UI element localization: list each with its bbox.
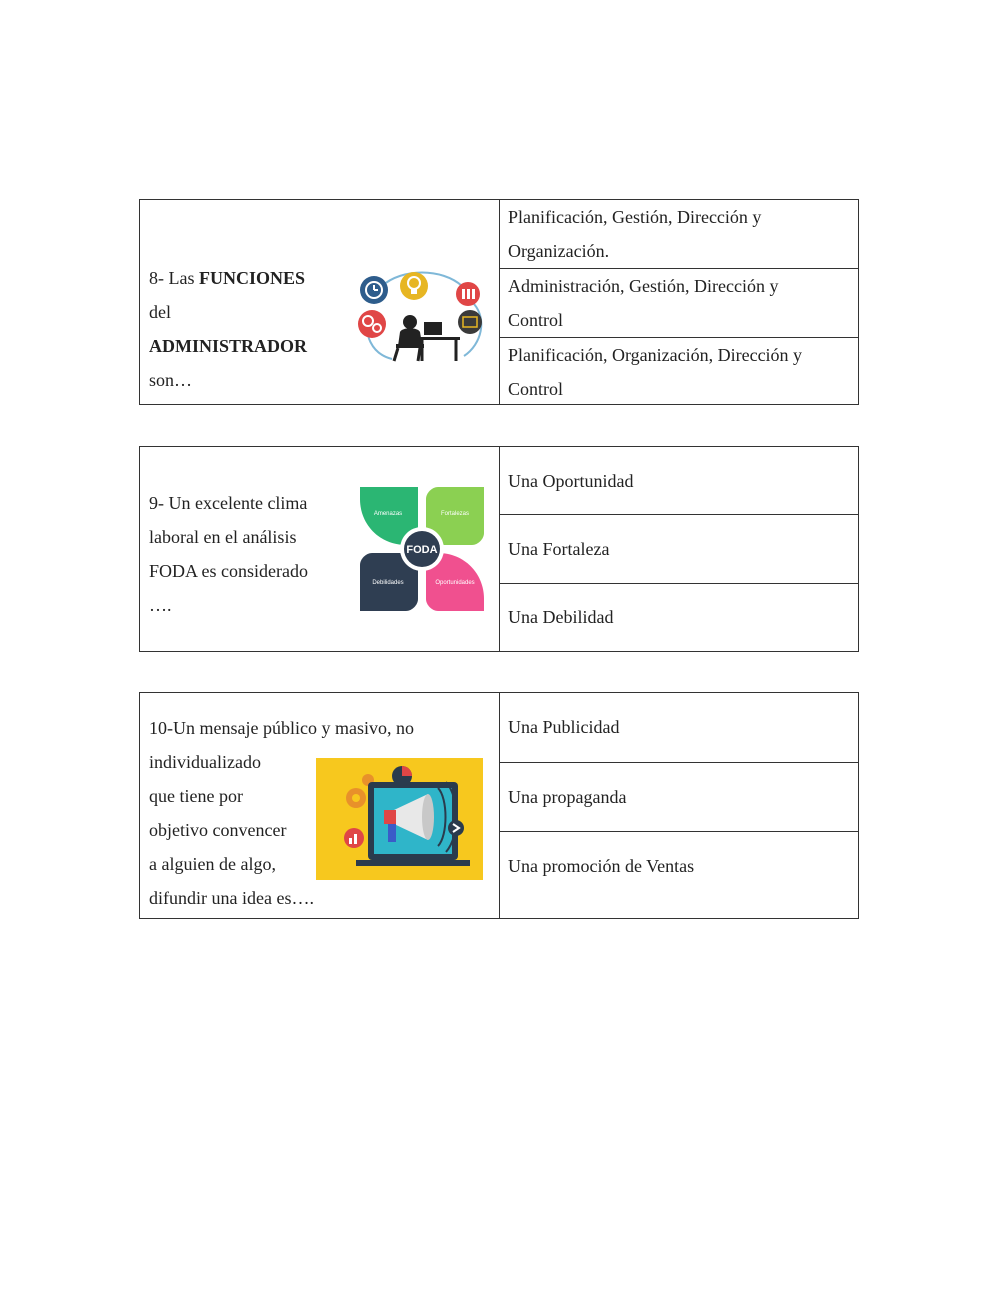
- question-8-options: [500, 200, 858, 404]
- question-10-line: que tiene por: [149, 786, 243, 806]
- option-text-line: Control: [508, 379, 564, 399]
- pie-chart-icon: [392, 766, 412, 786]
- cursor-icon: [448, 820, 464, 836]
- question-8-line-4: son…: [149, 370, 193, 390]
- question-9-option-1[interactable]: [500, 447, 858, 515]
- administrator-functions-illustration: [352, 264, 492, 364]
- bar-chart-icon: [344, 828, 364, 848]
- option-text-line: Planificación, Organización, Dirección y: [508, 345, 803, 365]
- question-9-prompt: [140, 447, 500, 651]
- foda-label-amenazas: Amenazas: [373, 511, 403, 517]
- question-9-line: FODA es considerado: [149, 561, 308, 581]
- question-8-prompt: [140, 200, 500, 404]
- foda-label-fortalezas: Fortalezas: [440, 511, 470, 517]
- question-9-line: 9- Un excelente clima: [149, 493, 308, 513]
- option-text-line: Planificación, Gestión, Dirección y: [508, 207, 762, 227]
- foda-label-debilidades: Debilidades: [372, 580, 404, 586]
- question-9-text: [149, 486, 308, 622]
- question-8-bold-term: FUNCIONES: [198, 268, 305, 288]
- question-9-option-3[interactable]: [500, 584, 858, 651]
- question-10-table: [139, 692, 859, 919]
- question-10-option-1[interactable]: [500, 693, 858, 763]
- foda-label-oportunidades: Oportunidades: [435, 580, 475, 586]
- question-9-option-2[interactable]: [500, 515, 858, 583]
- question-8-text: [149, 261, 307, 397]
- question-8-option-1[interactable]: [500, 200, 858, 269]
- question-10-line: difundir una idea es….: [149, 888, 314, 908]
- chart-icon: [458, 310, 482, 334]
- option-text: Una Debilidad: [508, 607, 614, 628]
- question-8-option-2[interactable]: [500, 269, 858, 338]
- question-8-table: [139, 199, 859, 405]
- foda-diagram: [360, 487, 484, 611]
- question-8-number: 8- Las: [149, 268, 195, 288]
- option-text-line: Administración, Gestión, Dirección y: [508, 276, 779, 296]
- question-10-line: 10-Un mensaje público y masivo, no: [149, 718, 414, 738]
- option-text: Una Fortaleza: [508, 538, 610, 559]
- question-10-option-2[interactable]: [500, 763, 858, 833]
- question-8-bold-term-2: ADMINISTRADOR: [149, 336, 308, 356]
- option-text-line: Organización.: [508, 241, 610, 261]
- question-10-prompt: [140, 693, 500, 918]
- question-10-options: [500, 693, 858, 918]
- advertising-megaphone-illustration: [316, 758, 483, 880]
- option-text: Una Publicidad: [508, 717, 620, 738]
- question-8-line-2: del: [149, 302, 171, 322]
- question-10-line: objetivo convencer: [149, 820, 287, 840]
- person-at-desk-icon: [394, 315, 460, 361]
- option-text: Una promoción de Ventas: [508, 856, 695, 877]
- question-9-options: [500, 447, 858, 651]
- question-9-line: laboral en el análisis: [149, 527, 297, 547]
- question-10-option-3[interactable]: [500, 832, 858, 918]
- question-9-line: ….: [149, 595, 172, 615]
- question-10-line: individualizado: [149, 752, 261, 772]
- question-8-option-3[interactable]: [500, 338, 858, 406]
- option-text: Una Oportunidad: [508, 470, 634, 491]
- foda-center-label: FODA: [406, 544, 438, 556]
- option-text-line: Control: [508, 310, 564, 330]
- option-text: Una propaganda: [508, 787, 627, 807]
- question-9-table: [139, 446, 859, 652]
- question-10-line: a alguien de algo,: [149, 854, 276, 874]
